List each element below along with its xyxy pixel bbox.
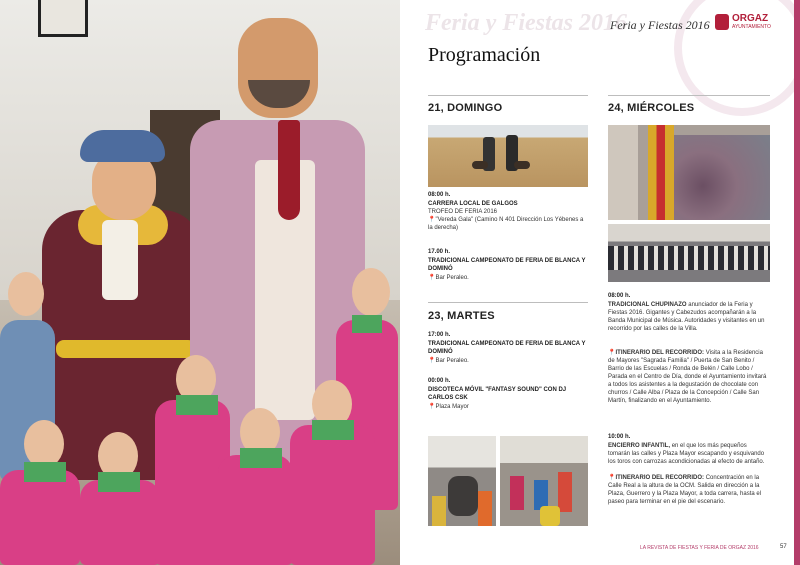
child-head [8, 272, 44, 316]
logo-subtitle: AYUNTAMIENTO [732, 24, 771, 30]
street-lamp [38, 0, 88, 37]
location-pin-icon: 📍 [428, 217, 436, 223]
green-scarf [352, 315, 382, 333]
location-pin-icon: 📍 [608, 475, 616, 481]
event-title: DISCOTECA MÓVIL "FANTASY SOUND" CON DJ CARLOS CSK [428, 387, 567, 401]
green-scarf [312, 420, 354, 440]
logo-name: ORGAZ [732, 13, 769, 24]
location-pin-icon: 📍 [428, 275, 436, 281]
divider [428, 302, 588, 303]
band-parade-photo [608, 224, 770, 282]
event-location-text: "Vereda Gala" (Camino N 401 Dirección Los Yébenes a la derecha) [428, 217, 584, 231]
child [218, 455, 293, 565]
giant-woman-jabot [102, 220, 138, 300]
child [510, 476, 524, 510]
event-itinerary [608, 349, 770, 405]
chupinazo-crowd-photo [608, 125, 770, 220]
event-location [428, 216, 588, 232]
event-title: TRADICIONAL CAMPEONATO DE FERIA DE BLANCA Y DOMINÓ [428, 341, 586, 355]
event-location-text: Plaza Mayor [435, 404, 469, 410]
child [80, 480, 160, 565]
green-scarf [98, 472, 140, 492]
event-title: CARRERA LOCAL DE GALGOS [428, 201, 518, 207]
location-pin-icon: 📍 [428, 404, 436, 410]
event-time: 08:00 h. [428, 192, 451, 198]
giant-woman-hat [80, 130, 165, 162]
event-location [428, 357, 588, 365]
child-head [24, 420, 64, 468]
event-title: TRADICIONAL CAMPEONATO DE FERIA DE BLANCA Y DOMINÓ [428, 258, 586, 272]
green-scarf [240, 448, 282, 468]
itinerary-text: Concentración en la Calle Real a la altura de la OCM. Salida en dirección a la Plaza, Guerrero y la Plaza Mayor, a toda carrera, hasta el paseo para terminar en el pie del escenario. [608, 475, 762, 505]
header-watermark: Feria y Fiestas 2016 [425, 10, 627, 36]
page-number: 57 [780, 544, 787, 550]
event-time: 00:00 h. [428, 378, 451, 384]
coat-of-arms-icon [715, 14, 729, 30]
event-description [608, 301, 770, 333]
event-location-text: Bar Peraleo. [435, 275, 469, 281]
building [608, 125, 638, 220]
event-time: 10:00 h. [608, 434, 631, 440]
child [432, 496, 446, 526]
event-location-text: Bar Peraleo. [435, 358, 469, 364]
crowd [674, 135, 770, 220]
event-text: en el que los más pequeños tomarán las calles y Plaza Mayor escapando y esquivando los toros con carrozas acondicionadas al efecto de antaño. [608, 443, 765, 465]
divider [428, 95, 588, 96]
encierro-photo [428, 436, 496, 526]
greyhound-race-photo [428, 125, 588, 187]
encierro-crowd-photo [500, 436, 588, 526]
green-scarf [24, 462, 66, 482]
itinerary-text: Visita a la Residencia de Mayores "Sagrada Familia" / Puerta de San Benito / Barrio de las Escuelas / Ronda de Belén / Calle Lobo / Parada en el Centro de Día, donde el Ayuntamiento invitará a todos los asistentes a la degustación de chocolate con churros / Calle Alba / Plaza de la Concepción / Calle San Martín, finalizando en el Ayuntamiento. [608, 350, 767, 404]
band-members [608, 246, 770, 270]
child [558, 472, 572, 512]
day-heading-martes: 23, MARTES [428, 310, 495, 322]
event-location [428, 403, 588, 411]
event-title: TRADICIONAL CHUPINAZO [608, 302, 687, 308]
day-heading-miercoles: 24, MIÉRCOLES [608, 102, 695, 114]
location-pin-icon: 📍 [608, 350, 616, 356]
program-page [400, 0, 800, 565]
child [0, 470, 80, 565]
divider [608, 95, 770, 96]
giant-woman-sash [56, 340, 196, 358]
event-description [608, 442, 770, 466]
bull-cart [448, 476, 478, 516]
page-title: Programación [428, 44, 541, 66]
event-time: 08:00 h. [608, 293, 631, 299]
event-time: 17.00 h. [428, 249, 451, 255]
footer-text: LA REVISTA DE FIESTAS Y FERIA DE ORGAZ 2016 [640, 545, 759, 551]
event-title: ENCIERRO INFANTIL, [608, 443, 671, 449]
itinerary-title: ITINERARIO DEL RECORRIDO: [615, 350, 705, 356]
orgaz-logo [715, 14, 771, 30]
itinerary-title: ITINERARIO DEL RECORRIDO: [615, 475, 705, 481]
giant-man-tie [278, 120, 300, 220]
event-time: 17:00 h. [428, 332, 451, 338]
greyhound [472, 161, 488, 169]
child [478, 491, 492, 526]
location-pin-icon: 📍 [428, 358, 436, 364]
child [290, 425, 375, 565]
section-header: Feria y Fiestas 2016 [610, 18, 710, 32]
flag [648, 125, 674, 220]
day-heading-domingo: 21, DOMINGO [428, 102, 503, 114]
page-edge-stripe [794, 0, 800, 565]
green-scarf [176, 395, 218, 415]
event-location [428, 274, 588, 282]
child [540, 506, 560, 526]
greyhound [514, 161, 530, 169]
event-detail: TROFEO DE FERIA 2016 [428, 209, 498, 215]
child-head [352, 268, 390, 316]
event-itinerary [608, 474, 770, 506]
event-text: anunciador de la Feria y Fiestas 2016. Gigantes y Cabezudos acompañarán a la Banda Municipal de Música. Autoridades y visitantes en un recorrido por las calles de la Villa. [608, 302, 765, 332]
